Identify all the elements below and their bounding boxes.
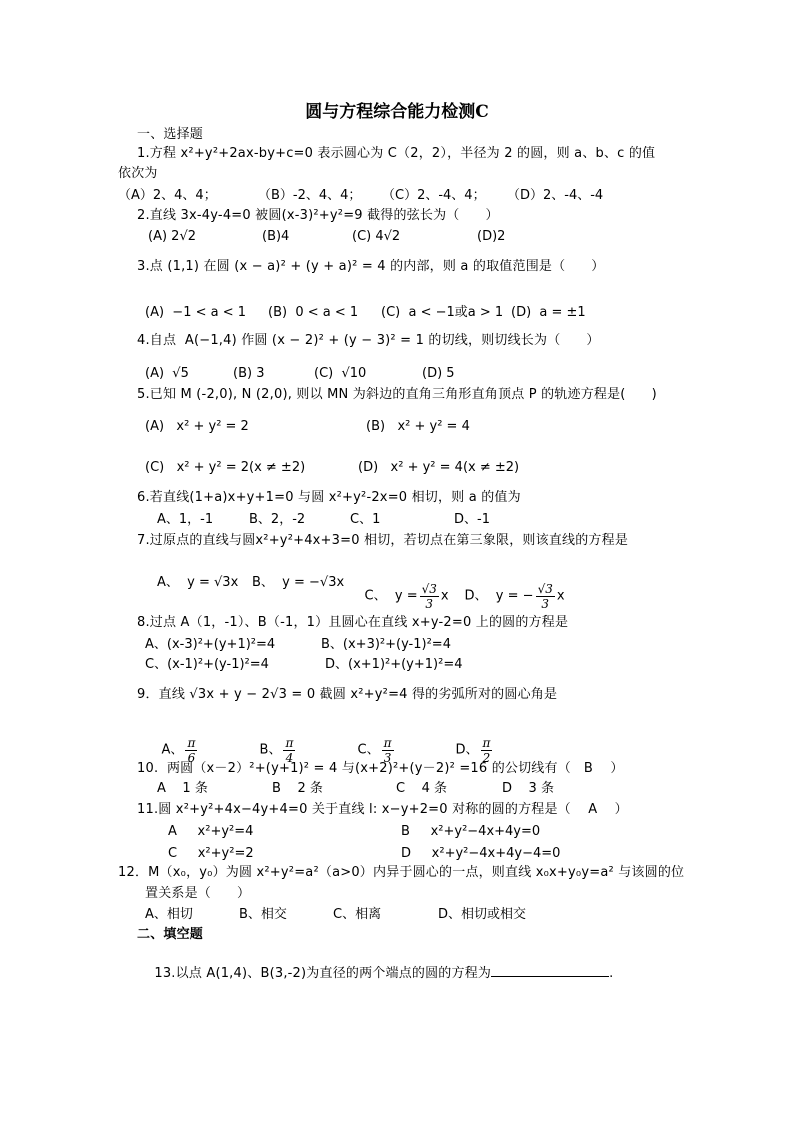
q5-option-a: (A) x² + y² = 2 bbox=[145, 419, 249, 434]
q2-option-c: (C) 4√2 bbox=[352, 229, 401, 244]
q1-stem: 1.方程 x²+y²+2ax-by+c=0 表示圆心为 C（2，2），半径为 2 的圆，则 a、b、c 的值 bbox=[137, 146, 656, 161]
q3-option-a: (A) −1 < a < 1 bbox=[145, 305, 247, 320]
q5-option-d: (D) x² + y² = 4(x ≠ ±2) bbox=[358, 460, 520, 475]
q6-stem: 6.若直线(1+a)x+y+1=0 与圆 x²+y²-2x=0 相切，则 a 的值为 bbox=[137, 490, 521, 505]
q7-option-c: C、 y = $\frac{√3}{3}$ x bbox=[364, 582, 449, 611]
q11-option-c: C x²+y²=2 bbox=[168, 846, 254, 861]
q7-option-d-fraction: $\frac{√3}{3}$ bbox=[537, 582, 553, 611]
q1-option-a: （A）2、4、4； bbox=[118, 188, 217, 203]
q8-option-b: B、(x+3)²+(y-1)²=4 bbox=[321, 637, 451, 652]
q10-option-b: B 2 条 bbox=[272, 781, 323, 796]
q9-option-d: D、 $\frac{\pi}{2}$ bbox=[455, 736, 491, 765]
q12-option-b: B、相交 bbox=[239, 907, 287, 922]
q9-option-b: B、 $\frac{\pi}{4}$ bbox=[259, 736, 294, 765]
q4-option-c: (C) √10 bbox=[314, 366, 367, 381]
q1-option-b: （B）-2、4、4； bbox=[258, 188, 362, 203]
q2-option-a: (A) 2√2 bbox=[148, 229, 196, 244]
q10-stem: 10. 两圆（x－2）²+(y+1)² = 4 与(x+2)²+(y－2)² =16 的公切线有（ B ） bbox=[137, 761, 624, 776]
q4-stem: 4.自点 A(−1,4) 作圆 (x − 2)² + (y − 3)² = 1 的切线，则切线长为（ ） bbox=[137, 333, 600, 348]
q2-stem: 2.直线 3x-4y-4=0 被圆(x-3)²+y²=9 截得的弦长为（ ） bbox=[137, 208, 499, 223]
q12-option-c: C、相离 bbox=[333, 907, 382, 922]
q4-option-a: (A) √5 bbox=[145, 366, 189, 381]
q2-option-b: (B)4 bbox=[262, 229, 290, 244]
q9-option-c-fraction: $\frac{\pi}{3}$ bbox=[383, 736, 392, 765]
q9-option-b-fraction: $\frac{\pi}{4}$ bbox=[285, 736, 294, 765]
q7-option-b: B、 y = −√3x bbox=[252, 575, 345, 590]
section-heading-choice: 一、选择题 bbox=[137, 127, 204, 142]
q3-option-b: (B) 0 < a < 1 bbox=[268, 305, 359, 320]
q9-option-a-fraction: $\frac{\pi}{6}$ bbox=[187, 736, 196, 765]
q6-option-d: D、-1 bbox=[454, 512, 490, 527]
page-title: 圆与方程综合能力检测C bbox=[305, 102, 489, 122]
q12-stem: 12．M（x₀，y₀）为圆 x²+y²=a²（a>0）内异于圆心的一点，则直线 x₀x+y₀y=a² 与该圆的位 bbox=[118, 865, 685, 880]
q12-option-a: A、相切 bbox=[145, 907, 193, 922]
q4-option-b: (B) 3 bbox=[233, 366, 265, 381]
q8-option-a: A、(x-3)²+(y+1)²=4 bbox=[145, 637, 276, 652]
q8-option-d: D、(x+1)²+(y+1)²=4 bbox=[325, 657, 463, 672]
q7-stem: 7.过原点的直线与圆x²+y²+4x+3=0 相切，若切点在第三象限，则该直线的方程是 bbox=[137, 533, 629, 548]
q5-option-c: (C) x² + y² = 2(x ≠ ±2) bbox=[145, 460, 306, 475]
q1-option-d: （D）2、-4、-4 bbox=[507, 188, 604, 203]
q10-option-a: A 1 条 bbox=[157, 781, 208, 796]
q12-option-d: D、相切或相交 bbox=[438, 907, 527, 922]
q12-stem-cont: 置关系是（ ） bbox=[145, 886, 251, 901]
q3-option-c: (C) a < −1或a > 1 bbox=[381, 305, 504, 320]
q9-option-a: A、 $\frac{\pi}{6}$ bbox=[161, 736, 196, 765]
q8-option-c: C、(x-1)²+(y-1)²=4 bbox=[145, 657, 269, 672]
q6-option-b: B、2，-2 bbox=[249, 512, 306, 527]
q3-option-d: (D) a = ±1 bbox=[511, 305, 586, 320]
q2-option-d: (D)2 bbox=[477, 229, 506, 244]
q4-option-d: (D) 5 bbox=[422, 366, 455, 381]
answer-blank[interactable] bbox=[491, 964, 609, 977]
q3-stem: 3.点 (1,1) 在圆 (x − a)² + (y + a)² = 4 的内部，则 a 的取值范围是（ ） bbox=[137, 259, 605, 274]
q13-stem: 13.以点 A(1,4)、B(3,-2)为直径的两个端点的圆的方程为 . bbox=[154, 966, 614, 981]
q6-option-a: A、1，-1 bbox=[157, 512, 214, 527]
q9-option-d-fraction: $\frac{\pi}{2}$ bbox=[482, 736, 491, 765]
q7-option-a: A、 y = √3x bbox=[157, 575, 239, 590]
q5-option-b: (B) x² + y² = 4 bbox=[366, 419, 470, 434]
q7-option-d: D、 y = − $\frac{√3}{3}$ x bbox=[464, 582, 565, 611]
q1-option-c: （C）2、-4、4； bbox=[382, 188, 486, 203]
q8-stem: 8.过点 A（1，-1）、B（-1，1）且圆心在直线 x+y-2=0 上的圆的方程是 bbox=[137, 615, 569, 630]
section-heading-fill: 二、填空题 bbox=[137, 927, 204, 942]
q10-option-c: C 4 条 bbox=[396, 781, 448, 796]
q7-option-c-fraction: $\frac{√3}{3}$ bbox=[421, 582, 437, 611]
q1-stem-cont: 依次为 bbox=[118, 166, 158, 181]
q11-option-b: B x²+y²−4x+4y=0 bbox=[401, 824, 541, 839]
q11-option-d: D x²+y²−4x+4y−4=0 bbox=[401, 846, 561, 861]
q9-option-c: C、 $\frac{\pi}{3}$ bbox=[357, 736, 392, 765]
q5-stem: 5.已知 M (-2,0), N (2,0), 则以 MN 为斜边的直角三角形直角顶点 P 的轨迹方程是( ) bbox=[137, 387, 657, 402]
q10-option-d: D 3 条 bbox=[502, 781, 554, 796]
q11-stem: 11.圆 x²+y²+4x−4y+4=0 关于直线 l: x−y+2=0 对称的圆的方程是（ A ） bbox=[137, 802, 628, 817]
q9-stem: 9．直线 √3x + y − 2√3 = 0 截圆 x²+y²=4 得的劣弧所对的圆心角是 bbox=[137, 687, 558, 702]
q11-option-a: A x²+y²=4 bbox=[168, 824, 254, 839]
q6-option-c: C、1 bbox=[350, 512, 381, 527]
